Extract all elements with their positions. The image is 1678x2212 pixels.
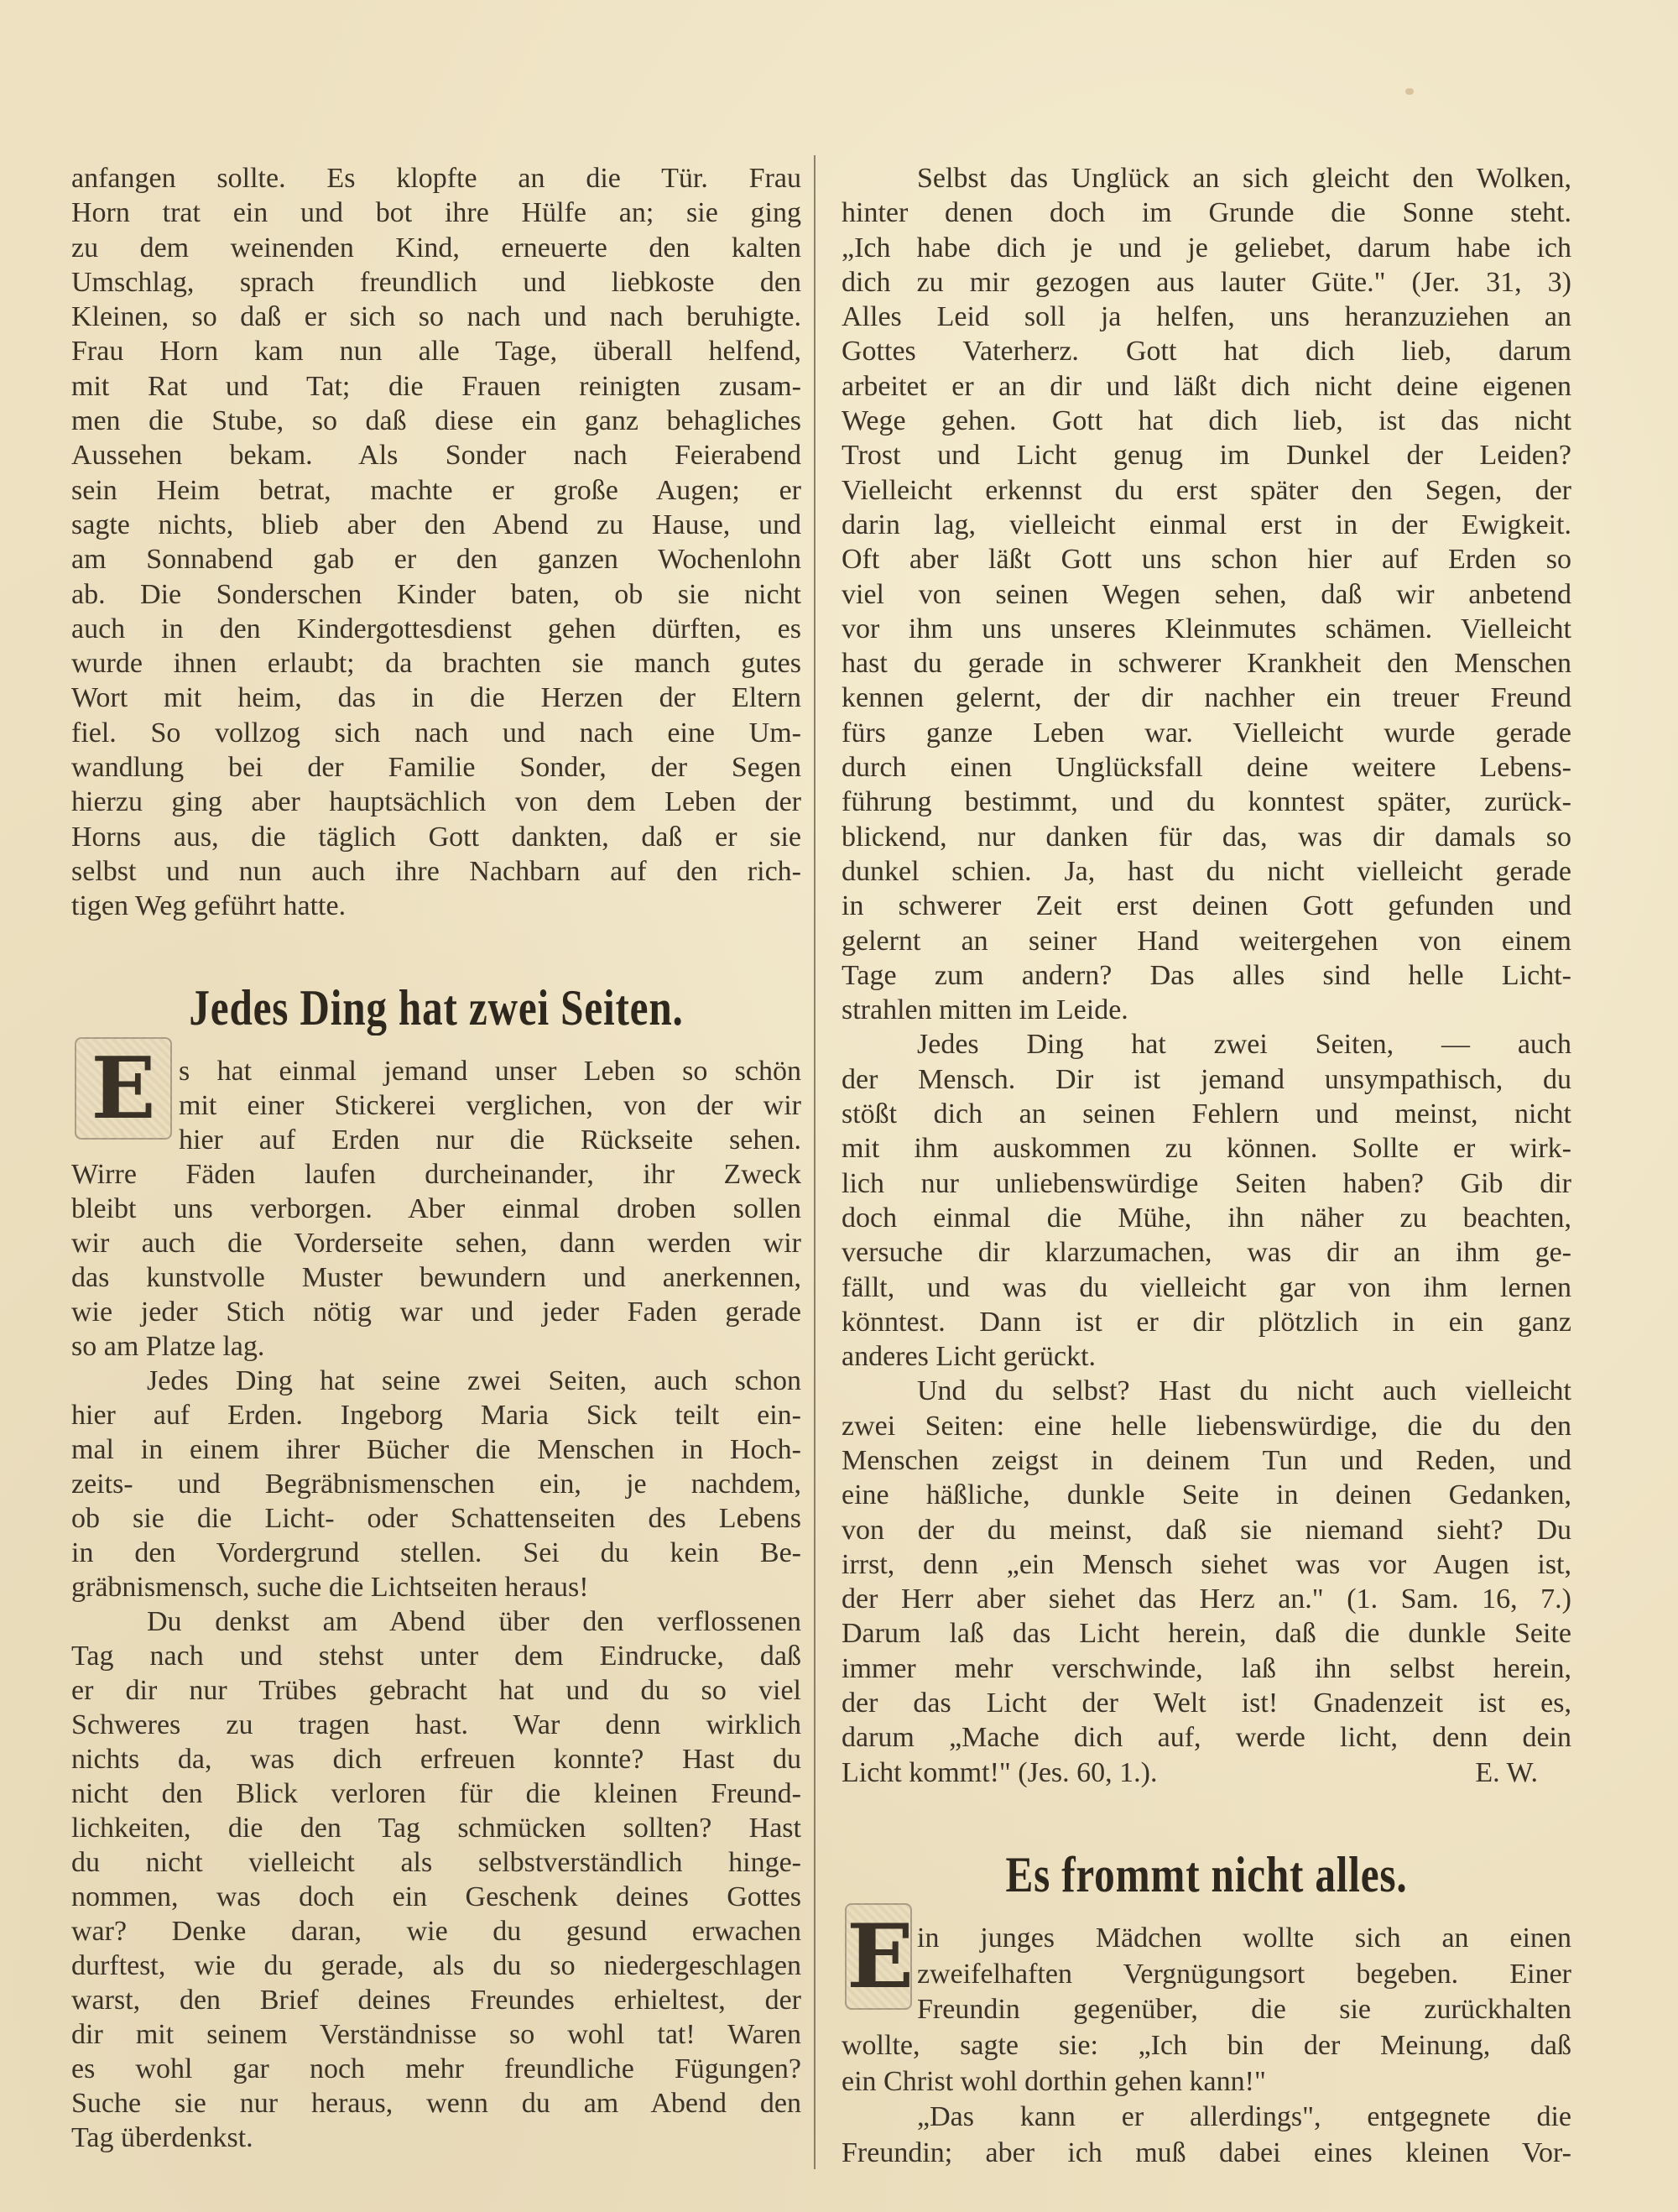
paragraph: [842, 1027, 1571, 1374]
text-line: [71, 820, 801, 854]
line-text: Tag nach und stehst unter dem Eindrucke, daß: [71, 1641, 801, 1672]
line-text: nommen, was doch ein Geschenk deines Gottes: [71, 1881, 801, 1912]
text-line: [71, 577, 801, 612]
text-line: [842, 404, 1571, 438]
text-line: [842, 196, 1571, 230]
line-text: mal in einem ihrer Bücher die Menschen in Hoch-: [71, 1434, 801, 1465]
text-line: [71, 1536, 801, 1570]
line-text: men die Stube, so daß diese ein ganz behagliches: [71, 405, 801, 437]
line-text: das kunstvolle Muster bewundern und anerkennen,: [71, 1262, 801, 1293]
line-text: Wort mit heim, das in die Herzen der Eltern: [71, 682, 801, 714]
line-text: mit einer Stickerei verglichen, von der wir: [179, 1090, 801, 1121]
line-text: doch einmal die Mühe, ihn näher zu beachten,: [842, 1202, 1571, 1234]
line-text: mit ihm auskommen zu können. Sollte er wirk-: [842, 1133, 1571, 1165]
line-text: in den Vordergrund stellen. Sei du kein Be-: [71, 1537, 801, 1568]
line-text: Umschlag, sprach freundlich und liebkoste den: [71, 266, 801, 298]
text-line: [71, 1914, 801, 1949]
text-line: [71, 1398, 801, 1432]
line-text: Schweres zu tragen hast. War denn wirklich: [71, 1709, 801, 1740]
text-line: [71, 889, 801, 923]
line-text: Menschen zeigst in deinem Tun und Reden, und: [842, 1444, 1571, 1476]
drop-cap-initial: E: [75, 1037, 172, 1140]
line-text: so am Platze lag.: [71, 1331, 265, 1362]
text-line: [842, 681, 1571, 715]
line-text: hast du gerade in schwerer Krankheit den Menschen: [842, 648, 1571, 680]
line-text: Freundin; aber ich muß dabei eines kleinen Vor-: [842, 2137, 1571, 2169]
text-line: [842, 2136, 1571, 2172]
line-text: Kleinen, so daß er sich so nach und nach beruhigte.: [71, 301, 801, 333]
text-line: [842, 1097, 1571, 1131]
line-text: wir auch die Vorderseite sehen, dann werden wir: [71, 1228, 801, 1259]
line-text: Vielleicht erkennst du erst später den Segen, der: [842, 474, 1571, 506]
line-text: der Mensch. Dir ist jemand unsympathisch, du: [842, 1063, 1571, 1095]
text-line: [71, 716, 801, 750]
text-line: [842, 161, 1571, 196]
line-text: lich nur unliebenswürdige Seiten haben? Gib dir: [842, 1167, 1571, 1199]
line-text: in junges Mädchen wollte sich an einen: [917, 1922, 1571, 1954]
line-text: Darum laß das Licht herein, daß die dunkle Seite: [842, 1618, 1571, 1650]
line-text: wurde ihnen erlaubt; da brachten sie manch gutes: [71, 648, 801, 680]
line-text: Wirre Fäden laufen durcheinander, ihr Zweck: [71, 1159, 801, 1190]
text-line: [71, 1123, 801, 1157]
text-line: [71, 300, 801, 334]
line-text: zwei Seiten: eine helle liebenswürdige, die du den: [842, 1410, 1571, 1442]
line-text: hier auf Erden. Ingeborg Maria Sick teilt ein-: [71, 1400, 801, 1431]
text-line: [71, 646, 801, 681]
line-text: sein Heim betrat, machte er große Augen; er: [71, 474, 801, 506]
line-text: Jedes Ding hat seine zwei Seiten, auch schon: [147, 1365, 801, 1396]
text-line: [71, 334, 801, 368]
line-text: stößt dich an seinen Fehlern und meinst, nicht: [842, 1098, 1571, 1130]
line-text: er dir nur Trübes gebracht hat und du so viel: [71, 1675, 801, 1706]
text-line: [842, 1339, 1571, 1374]
line-text: Suche sie nur heraus, wenn du am Abend den: [71, 2088, 801, 2119]
text-line: [842, 1686, 1571, 1720]
text-line: [71, 404, 801, 438]
text-line: [71, 750, 801, 785]
text-line: [842, 1409, 1571, 1443]
text-line: [71, 1054, 801, 1088]
text-line: [842, 958, 1571, 993]
text-line: [71, 1295, 801, 1329]
line-text: gräbnismensch, suche die Lichtseiten heraus!: [71, 1572, 589, 1603]
line-text: bleibt uns verborgen. Aber einmal droben sollen: [71, 1193, 801, 1224]
text-line: [842, 1582, 1571, 1616]
line-text: Frau Horn kam nun alle Tage, überall helfend,: [71, 336, 801, 368]
line-text: Alles Leid soll ja helfen, uns heranzuziehen an: [842, 301, 1571, 333]
text-line: [842, 1235, 1571, 1270]
line-text: mit Rat und Tat; die Frauen reinigten zusam-: [71, 370, 801, 402]
line-text: Horns aus, die täglich Gott dankten, daß er sie: [71, 821, 801, 853]
text-line: [842, 750, 1571, 785]
line-text: Du denkst am Abend über den verflossenen: [147, 1606, 801, 1637]
text-line: [842, 2064, 1571, 2100]
line-text: warst, den Brief deines Freundes erhieltest, der: [71, 1985, 801, 2016]
line-text: Jedes Ding hat zwei Seiten, — auch: [917, 1029, 1571, 1061]
drop-cap-initial: E: [845, 1903, 912, 2011]
line-text: zweifelhaften Vergnügungsort begeben. Einer: [917, 1958, 1571, 1990]
text-line: [842, 1478, 1571, 1512]
line-text: fällt, und was du vielleicht gar von ihm lernen: [842, 1271, 1571, 1303]
paragraph: [71, 1037, 801, 1364]
text-line: [71, 231, 801, 265]
text-line: [71, 681, 801, 715]
line-text: der Herr aber siehet das Herz an." (1. Sam. 16, 7.): [842, 1583, 1571, 1615]
text-line: [71, 2052, 801, 2086]
article-title-jedes-ding: Jedes Ding hat zwei Seiten.: [189, 980, 684, 1036]
line-text: zu dem weinenden Kind, erneuerte den kalten: [71, 232, 801, 263]
line-text: s hat einmal jemand unser Leben so schön: [179, 1056, 801, 1087]
text-line: [842, 1270, 1571, 1305]
text-line: [842, 542, 1571, 576]
text-line: [842, 1616, 1571, 1651]
text-line: [71, 1226, 801, 1260]
line-text: Aussehen bekam. Als Sonder nach Feierabend: [71, 440, 801, 472]
text-line: [71, 542, 801, 576]
text-line: [71, 1776, 801, 1811]
line-text: Tag überdenkst.: [71, 2122, 253, 2153]
text-line: [842, 1756, 1571, 1790]
line-text: Licht kommt!" (Jes. 60, 1.).: [842, 1756, 1158, 1788]
line-text: viel von seinen Wegen sehen, daß wir anbetend: [842, 578, 1571, 610]
line-text: Und du selbst? Hast du nicht auch vielleicht: [917, 1375, 1571, 1407]
line-text: hinter denen doch im Grunde die Sonne steht.: [842, 197, 1571, 229]
text-line: [71, 438, 801, 472]
line-text: strahlen mitten im Leide.: [842, 994, 1128, 1026]
line-text: wandlung bei der Familie Sonder, der Segen: [71, 752, 801, 784]
text-line: [842, 820, 1571, 854]
line-text: dunkel schien. Ja, hast du nicht vielleicht gerade: [842, 855, 1571, 887]
text-line: [71, 1604, 801, 1639]
line-text: lichkeiten, die den Tag schmücken sollten? Hast: [71, 1813, 801, 1844]
article-title-es-frommt: Es frommt nicht alles.: [1005, 1847, 1408, 1902]
line-text: anfangen sollte. Es klopfte an die Tür. Frau: [71, 163, 801, 194]
text-line: [71, 1673, 801, 1708]
text-line: [842, 716, 1571, 750]
line-text: tigen Weg geführt hatte.: [71, 890, 347, 922]
line-text: darum „Mache dich auf, werde licht, denn dein: [842, 1722, 1571, 1754]
text-line: [842, 924, 1571, 958]
text-line: [71, 1983, 801, 2017]
line-text: fürs ganze Leben war. Vielleicht wurde gerade: [842, 717, 1571, 749]
text-line: [842, 1720, 1571, 1755]
article-body-jedes-ding-continued: [842, 161, 1571, 1790]
line-text: kennen gelernt, der dir nachher ein treuer Freund: [842, 682, 1571, 714]
line-text: auch in den Kindergottesdienst gehen dürften, es: [71, 613, 801, 644]
line-text: Selbst das Unglück an sich gleicht den Wolken,: [917, 163, 1571, 194]
paragraph: [842, 2100, 1571, 2171]
text-line: [71, 196, 801, 230]
text-line: [842, 1921, 1571, 1957]
line-text: von der du meinst, daß sie niemand sieht? Du: [842, 1514, 1571, 1546]
text-line: [71, 1088, 801, 1123]
line-text: selbst und nun auch ihre Nachbarn auf den rich-: [71, 855, 801, 887]
text-line: [842, 1443, 1571, 1478]
column-divider: [814, 155, 816, 2169]
line-text: ob sie die Licht- oder Schattenseiten des Lebens: [71, 1503, 801, 1534]
text-line: [71, 785, 801, 819]
text-line: [842, 473, 1571, 508]
text-line: [842, 231, 1571, 265]
line-text: sagte nichts, blieb aber den Abend zu Hause, und: [71, 509, 801, 540]
text-line: [842, 1992, 1571, 2028]
text-line: [71, 854, 801, 889]
text-line: [71, 1157, 801, 1192]
line-text: du nicht vielleicht als selbstverständlich hinge-: [71, 1847, 801, 1878]
line-text: arbeitet er an dir und läßt dich nicht deine eigenen: [842, 370, 1571, 402]
paragraph: [842, 1374, 1571, 1790]
line-text: in schwerer Zeit erst deinen Gott gefunden und: [842, 890, 1571, 922]
line-text: nichts da, was dich erfreuen konnte? Hast du: [71, 1744, 801, 1775]
line-text: hierzu ging aber hauptsächlich von dem Leben der: [71, 786, 801, 818]
line-text: Gottes Vaterherz. Gott hat dich lieb, darum: [842, 336, 1571, 368]
line-text: Wege gehen. Gott hat dich lieb, ist das nicht: [842, 405, 1571, 437]
line-text: eine häßliche, dunkle Seite in deinen Gedanken,: [842, 1479, 1571, 1511]
paragraph: [842, 1903, 1571, 2100]
line-text: wie jeder Stich nötig war und jeder Faden gerade: [71, 1296, 801, 1328]
text-line: [71, 1708, 801, 1742]
text-line: [842, 1027, 1571, 1062]
text-line: [842, 1166, 1571, 1201]
text-line: [71, 1570, 801, 1604]
line-text: Horn trat ein und bot ihre Hülfe an; sie ging: [71, 197, 801, 229]
text-line: [842, 854, 1571, 889]
text-line: [71, 473, 801, 508]
line-text: der das Licht der Welt ist! Gnadenzeit ist es,: [842, 1688, 1571, 1719]
line-text: gelernt an seiner Hand weitergehen von einem: [842, 925, 1571, 957]
text-line: [71, 1329, 801, 1364]
line-text: zeits- und Begräbnismenschen ein, je nachdem,: [71, 1469, 801, 1500]
paragraph: [71, 161, 801, 924]
text-line: [842, 1374, 1571, 1408]
line-text: Freundin gegenüber, die sie zurückhalten: [917, 1994, 1571, 2026]
paragraph: [71, 1364, 801, 1604]
text-line: [842, 1131, 1571, 1166]
line-text: könntest. Dann ist er dir plötzlich in ein ganz: [842, 1306, 1571, 1338]
line-text: war? Denke daran, wie du gesund erwachen: [71, 1916, 801, 1947]
text-line: [842, 438, 1571, 472]
text-line: [71, 612, 801, 646]
line-text: dir mit seinem Verständnisse so wohl tat! Waren: [71, 2019, 801, 2050]
text-line: [842, 1201, 1571, 1235]
text-line: [71, 508, 801, 542]
line-text: dich zu mir gezogen aus lauter Güte." (Jer. 31, 3): [842, 266, 1571, 298]
line-text: fiel. So vollzog sich nach und nach eine Um-: [71, 717, 801, 749]
left-column-continuation: [71, 161, 801, 924]
line-text: hier auf Erden nur die Rückseite sehen.: [179, 1124, 801, 1156]
line-text: es wohl gar noch mehr freundliche Fügungen?: [71, 2053, 801, 2084]
text-line: [842, 993, 1571, 1027]
text-line: [71, 1949, 801, 1983]
text-line: [842, 2028, 1571, 2064]
text-line: [842, 1305, 1571, 1339]
text-line: [71, 1811, 801, 1845]
line-text: vor ihm uns unseres Kleinmutes schämen. Vielleicht: [842, 613, 1571, 644]
text-line: [842, 2100, 1571, 2136]
text-line: [842, 1062, 1571, 1097]
text-line: [71, 1432, 801, 1467]
line-text: anderes Licht gerückt.: [842, 1341, 1097, 1373]
line-text: versuche dir klarzumachen, was dir an ihm ge-: [842, 1237, 1571, 1269]
text-line: [842, 1651, 1571, 1686]
text-line: [71, 369, 801, 404]
text-line: [842, 334, 1571, 368]
line-text: wollte, sagte sie: „Ich bin der Meinung, daß: [842, 2030, 1571, 2062]
text-line: [842, 265, 1571, 300]
text-line: [71, 1467, 801, 1501]
line-text: Tage zum andern? Das alles sind helle Licht-: [842, 959, 1571, 991]
line-text: blickend, nur danken für das, was dir damals so: [842, 821, 1571, 853]
line-text: Trost und Licht genug im Dunkel der Leiden?: [842, 440, 1571, 472]
text-line: [71, 2017, 801, 2052]
article-body-es-frommt: [842, 1903, 1571, 2172]
line-text: „Das kann er allerdings", entgegnete die: [917, 2101, 1571, 2133]
text-line: [71, 2121, 801, 2155]
text-line: [842, 1513, 1571, 1547]
text-line: [71, 161, 801, 196]
line-text: darin lag, vielleicht einmal erst in der Ewigkeit.: [842, 509, 1571, 540]
line-text: immer mehr verschwinde, laß ihn selbst herein,: [842, 1652, 1571, 1684]
line-text: führung bestimmt, und du konntest später, zurück-: [842, 786, 1571, 818]
text-line: [71, 1880, 801, 1914]
text-line: [842, 508, 1571, 542]
line-text: ab. Die Sonderschen Kinder baten, ob sie nicht: [71, 578, 801, 610]
paragraph: [842, 161, 1571, 1027]
article-body-jedes-ding: [71, 1037, 801, 2155]
text-line: [71, 1742, 801, 1776]
line-text: durch einen Unglücksfall deine weitere Lebens-: [842, 752, 1571, 784]
line-text: irrst, denn „ein Mensch siehet was vor Augen ist,: [842, 1548, 1571, 1580]
text-line: [842, 612, 1571, 646]
text-line: [842, 300, 1571, 334]
text-line: [71, 1501, 801, 1536]
line-text: Oft aber läßt Gott uns schon hier auf Erden so: [842, 544, 1571, 576]
text-line: [71, 1364, 801, 1398]
line-text: durftest, wie du gerade, als du so niedergeschlagen: [71, 1950, 801, 1981]
text-line: [842, 785, 1571, 819]
text-line: [71, 1192, 801, 1226]
text-line: [842, 1547, 1571, 1582]
text-line: [842, 577, 1571, 612]
paragraph: [71, 1604, 801, 2155]
text-line: [842, 646, 1571, 681]
paper-stain: [1405, 88, 1414, 95]
line-text: am Sonnabend gab er den ganzen Wochenlohn: [71, 544, 801, 576]
text-line: [842, 369, 1571, 404]
line-text: nicht den Blick verloren für die kleinen Freund-: [71, 1778, 801, 1809]
text-line: [71, 2086, 801, 2121]
text-line: [71, 1845, 801, 1880]
text-line: [842, 1957, 1571, 1993]
text-line: [71, 1260, 801, 1295]
author-signature: E. W.: [1475, 1756, 1538, 1788]
text-line: [842, 889, 1571, 923]
line-text: „Ich habe dich je und je geliebet, darum habe ich: [842, 232, 1571, 263]
text-line: [71, 1639, 801, 1673]
line-text: ein Christ wohl dorthin gehen kann!": [842, 2065, 1266, 2097]
text-line: [71, 265, 801, 300]
